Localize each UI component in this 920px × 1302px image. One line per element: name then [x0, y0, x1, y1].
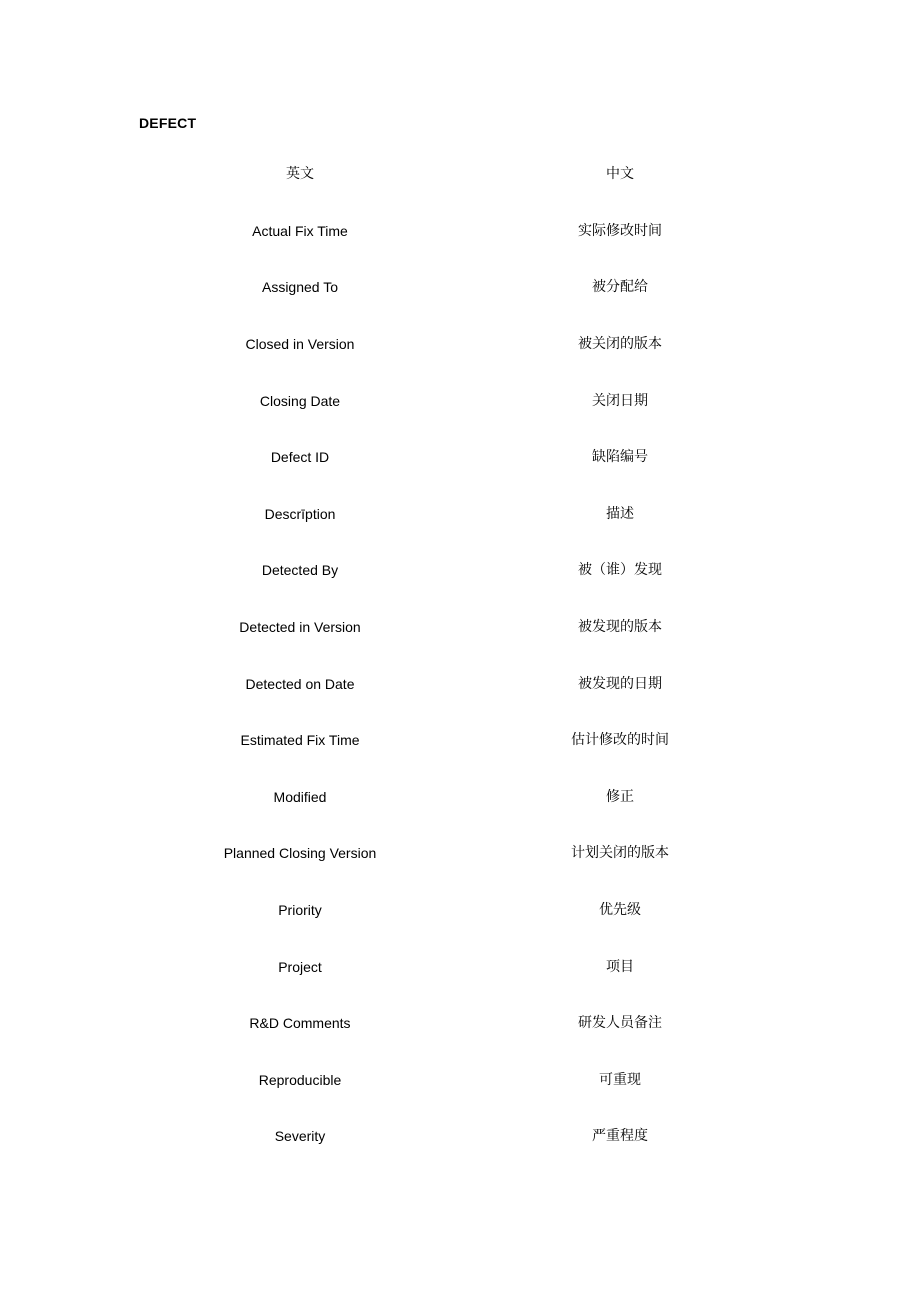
table-row — [140, 372, 780, 429]
table-row — [140, 259, 780, 316]
table-body — [140, 203, 780, 1165]
table-row — [140, 769, 780, 826]
term-english: R&D Comments — [249, 1015, 351, 1032]
term-english: Closing Date — [259, 392, 341, 409]
page-title: DEFECT — [139, 115, 197, 131]
table-row — [140, 486, 780, 543]
term-chinese: 被发现的版本 — [578, 619, 662, 636]
term-chinese: 计划关闭的版本 — [571, 845, 669, 862]
term-english: Descrīption — [264, 505, 336, 522]
term-english: Detected on Date — [245, 675, 355, 692]
term-chinese: 被关闭的版本 — [578, 336, 662, 353]
table-header-row — [140, 146, 780, 203]
term-english: Detected By — [261, 562, 339, 579]
term-english: Detected in Version — [239, 619, 361, 636]
term-english: Reproducible — [258, 1071, 342, 1088]
term-chinese: 被（谁）发现 — [578, 562, 662, 579]
table-row — [140, 825, 780, 882]
term-chinese: 关闭日期 — [592, 392, 648, 409]
table-row — [140, 429, 780, 486]
table-row — [140, 542, 780, 599]
term-english: Estimated Fix Time — [240, 732, 360, 749]
term-english: Planned Closing Version — [223, 845, 377, 862]
column-header-chinese: 中文 — [606, 166, 634, 183]
term-chinese: 可重现 — [599, 1071, 641, 1088]
term-chinese: 被发现的日期 — [578, 675, 662, 692]
term-english: Project — [278, 958, 322, 975]
term-chinese: 实际修改时间 — [578, 222, 662, 239]
table-row — [140, 599, 780, 656]
term-english: Assigned To — [261, 279, 338, 296]
term-chinese: 优先级 — [599, 902, 641, 919]
table-row — [140, 1052, 780, 1109]
term-chinese: 修正 — [606, 788, 634, 805]
table-row — [140, 1108, 780, 1165]
column-header-english: 英文 — [286, 166, 314, 183]
term-english: Defect ID — [270, 449, 330, 466]
table-row — [140, 995, 780, 1052]
table-row — [140, 938, 780, 995]
table-row — [140, 655, 780, 712]
term-chinese: 严重程度 — [592, 1128, 648, 1145]
table-row — [140, 316, 780, 373]
term-chinese: 被分配给 — [592, 279, 648, 296]
table-row — [140, 203, 780, 260]
term-chinese: 描述 — [606, 505, 634, 522]
term-chinese: 缺陷编号 — [592, 449, 648, 466]
table-row — [140, 882, 780, 939]
term-english: Priority — [278, 902, 322, 919]
glossary-table — [140, 146, 780, 1165]
term-english: Actual Fix Time — [252, 222, 348, 239]
term-chinese: 项目 — [606, 958, 634, 975]
term-english: Modified — [273, 788, 327, 805]
table-row — [140, 712, 780, 769]
term-english: Severity — [274, 1128, 326, 1145]
term-chinese: 研发人员备注 — [578, 1015, 662, 1032]
term-chinese: 估计修改的时间 — [571, 732, 669, 749]
term-english: Closed in Version — [245, 336, 355, 353]
